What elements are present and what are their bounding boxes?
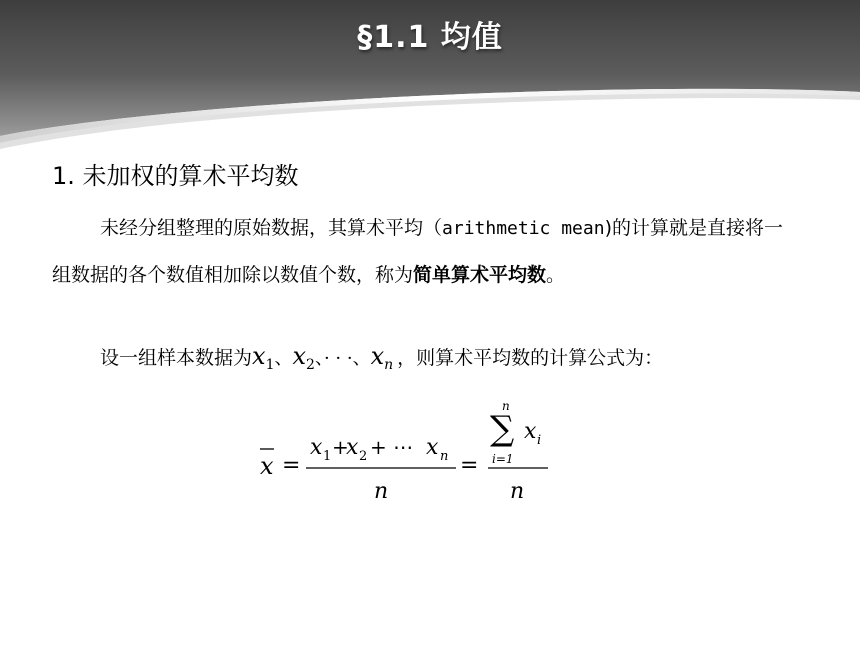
slide-title: §1.1 均值 [357,20,503,55]
term-arithmetic-mean: arithmetic mean [442,218,605,239]
lhs-xbar: x [260,452,274,480]
var-x1: x [252,342,266,370]
num-xn: x [426,435,439,460]
sentence-suffix: ，则算术平均数的计算公式为： [397,347,664,369]
para-end: 。 [546,264,566,286]
sub-n: n [384,356,394,373]
dots: · · · [323,348,353,369]
equals-1: = [282,453,301,478]
mean-formula [250,392,570,517]
num-x2: x [346,435,359,460]
para-text-2: )的计算就是直接将一组数据的各个数值相加除以数值个数，称为 [52,217,783,286]
separator: 、 [352,348,371,369]
num-sub-1: 1 [323,449,332,464]
sigma-icon: ∑ [490,409,515,449]
sum-lower-i1: i=1 [492,452,514,466]
sentence-prefix: 设一组样本数据为 [100,347,253,369]
sub-1: 1 [265,356,275,373]
separator: 、 [314,348,324,369]
sample-data-sentence [100,342,663,378]
num-cdots: + ⋯ [370,435,414,459]
sum-upper-n: n [502,399,510,413]
num-x1: x [310,435,323,460]
sum-sub-i: i [537,433,542,448]
var-x2: x [292,342,307,370]
section-heading: 1. 未加权的算术平均数 [52,162,299,190]
var-xn: x [370,342,385,370]
separator: 、 [274,348,293,369]
num-sub-n: n [440,449,449,464]
sum-x: x [524,419,537,444]
num-plus: + [332,435,349,459]
bold-term: 简单算术平均数 [413,264,547,286]
definition-paragraph [52,205,797,298]
den-n-1: n [374,479,389,504]
slide-header-band [0,0,860,160]
num-sub-2: 2 [359,449,368,464]
para-text-1: 未经分组整理的原始数据，其算术平均（ [100,217,443,239]
equals-2: = [460,453,479,478]
sub-2: 2 [306,356,315,373]
den-n-2: n [510,479,525,504]
